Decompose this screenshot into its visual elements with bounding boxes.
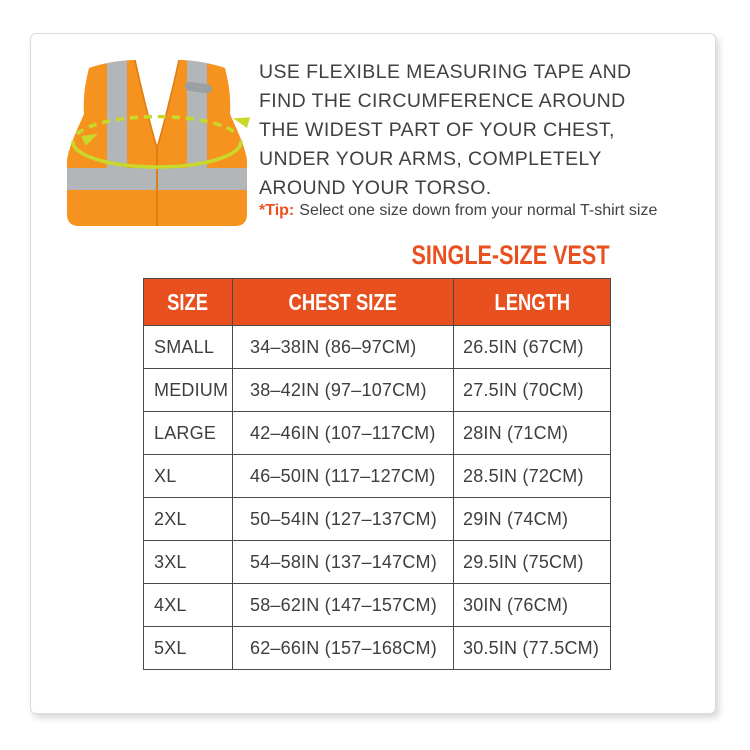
table-row	[144, 498, 611, 541]
table-row	[144, 369, 611, 412]
section-heading-text: SINGLE-SIZE VEST	[411, 240, 610, 270]
size-cell: MEDIUM	[144, 369, 233, 412]
sizing-tip	[259, 202, 689, 220]
instruction-line: UNDER YOUR ARMS, COMPLETELY	[259, 148, 602, 170]
length-cell: 30.5IN (77.5CM)	[454, 627, 611, 670]
size-cell: SMALL	[144, 326, 233, 369]
vest-illustration	[51, 56, 263, 248]
measuring-instructions	[259, 58, 671, 203]
size-cell: 5XL	[144, 627, 233, 670]
safety-vest-measuring-tape-icon	[51, 56, 263, 248]
chest-cell: 54–58IN (137–147CM)	[233, 541, 454, 584]
tip-label: *Tip:	[259, 202, 295, 219]
sizing-card	[30, 33, 716, 714]
size-cell: 4XL	[144, 584, 233, 627]
header-length: LENGTH	[454, 279, 611, 326]
length-cell: 28IN (71CM)	[454, 412, 611, 455]
chest-cell: 50–54IN (127–137CM)	[233, 498, 454, 541]
length-cell: 29.5IN (75CM)	[454, 541, 611, 584]
section-heading	[143, 240, 610, 271]
chest-cell: 62–66IN (157–168CM)	[233, 627, 454, 670]
header-size: SIZE	[144, 279, 233, 326]
instruction-line: USE FLEXIBLE MEASURING TAPE AND	[259, 61, 632, 83]
table-header-row	[144, 279, 611, 326]
length-cell: 29IN (74CM)	[454, 498, 611, 541]
chest-cell: 46–50IN (117–127CM)	[233, 455, 454, 498]
size-cell: XL	[144, 455, 233, 498]
table-row	[144, 584, 611, 627]
chest-cell: 38–42IN (97–107CM)	[233, 369, 454, 412]
table-row	[144, 627, 611, 670]
size-cell: LARGE	[144, 412, 233, 455]
length-cell: 26.5IN (67CM)	[454, 326, 611, 369]
table-row	[144, 541, 611, 584]
size-cell: 3XL	[144, 541, 233, 584]
size-chart-table	[143, 278, 611, 670]
table-row	[144, 455, 611, 498]
length-cell: 27.5IN (70CM)	[454, 369, 611, 412]
length-cell: 28.5IN (72CM)	[454, 455, 611, 498]
chest-cell: 42–46IN (107–117CM)	[233, 412, 454, 455]
tip-text: Select one size down from your normal T-shirt size	[299, 202, 658, 219]
size-cell: 2XL	[144, 498, 233, 541]
table-row	[144, 412, 611, 455]
instruction-line: THE WIDEST PART OF YOUR CHEST,	[259, 119, 615, 141]
instruction-line: AROUND YOUR TORSO.	[259, 177, 492, 199]
length-cell: 30IN (76CM)	[454, 584, 611, 627]
chest-cell: 58–62IN (147–157CM)	[233, 584, 454, 627]
table-row	[144, 326, 611, 369]
chest-cell: 34–38IN (86–97CM)	[233, 326, 454, 369]
header-chest-size: CHEST SIZE	[233, 279, 454, 326]
instruction-line: FIND THE CIRCUMFERENCE AROUND	[259, 90, 626, 112]
